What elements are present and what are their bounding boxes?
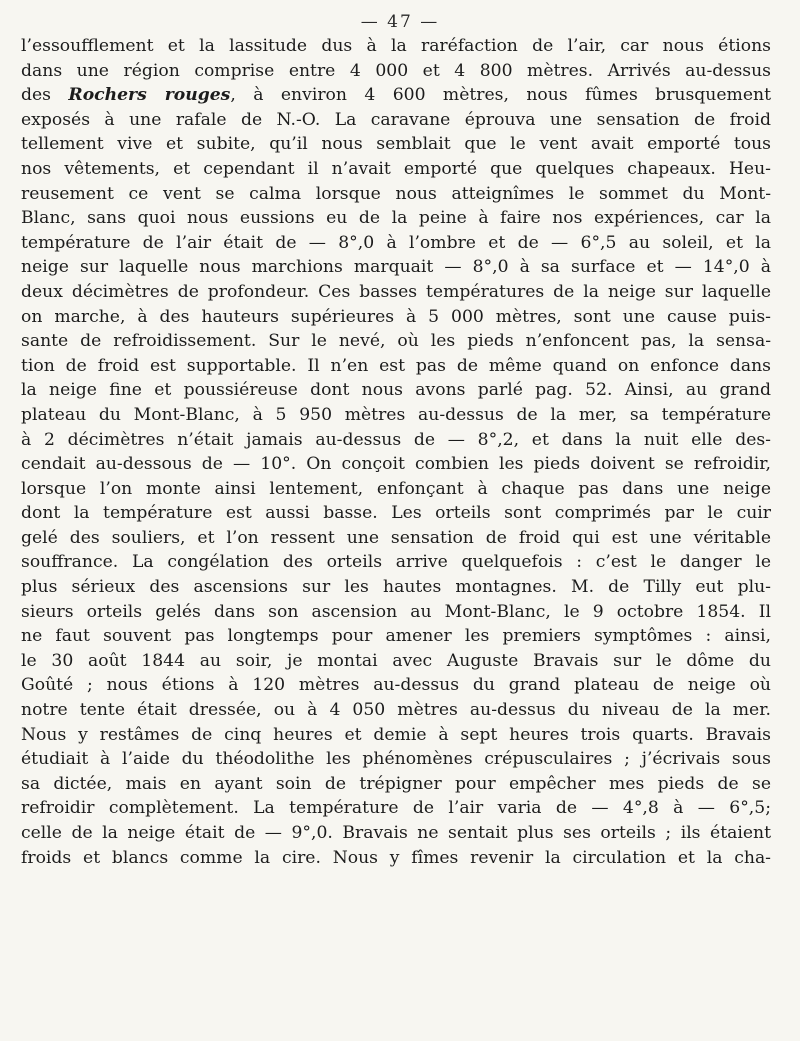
text-line: on marche, à des hauteurs supérieures à 5 000 mètres, sont une cause puis- bbox=[21, 306, 771, 327]
text-line: exposés à une rafale de N.-O. La caravane éprouva une sensation de froid bbox=[21, 109, 771, 130]
text-line: plus sérieux des ascensions sur les hautes montagnes. M. de Tilly eut plu- bbox=[21, 577, 771, 598]
emphasized-term: Rochers rouges bbox=[68, 85, 231, 106]
text-line: souffrance. La congélation des orteils arrive quelquefois : c’est le danger le bbox=[21, 552, 771, 573]
text-line: plateau du Mont-Blanc, à 5 950 mètres au-dessus de la mer, sa température bbox=[21, 404, 771, 425]
text-line: lorsque l’on monte ainsi lentement, enfonçant à chaque pas dans une neige bbox=[21, 478, 771, 499]
text-line: ne faut souvent pas longtemps pour amener les premiers symptômes : ainsi, bbox=[21, 626, 771, 647]
text-line: sa dictée, mais en ayant soin de trépigner pour empêcher mes pieds de se bbox=[21, 773, 771, 794]
text-line: neige sur laquelle nous marchions marquait — 8°,0 à sa surface et — 14°,0 à bbox=[21, 257, 771, 278]
text-line: celle de la neige était de — 9°,0. Bravais ne sentait plus ses orteils ; ils étaient bbox=[21, 823, 771, 843]
text-line: nos vêtements, et cependant il n’avait emporté que quelques chapeaux. Heu- bbox=[21, 158, 771, 179]
page-number: — 47 — bbox=[360, 12, 440, 32]
text-line: cendait au-dessous de — 10°. On conçoit combien les pieds doivent se refroidir, bbox=[21, 454, 771, 475]
text-line: à 2 décimètres n’était jamais au-dessus de — 8°,2, et dans la nuit elle des- bbox=[21, 429, 771, 450]
text-line: dont la température est aussi basse. Les orteils sont comprimés par le cuir bbox=[21, 503, 771, 524]
text-line: refroidir complètement. La température de l’air varia de — 4°,8 à — 6°,5; bbox=[21, 798, 771, 819]
text-line: gelé des souliers, et l’on ressent une sensation de froid qui est une véritable bbox=[21, 527, 771, 548]
text-line: le 30 août 1844 au soir, je montai avec Auguste Bravais sur le dôme du bbox=[21, 650, 771, 671]
text-line: température de l’air était de — 8°,0 à l’ombre et de — 6°,5 au soleil, et la bbox=[21, 232, 771, 253]
text-line: froids et blancs comme la cire. Nous y fîmes revenir la circulation et la cha- bbox=[21, 847, 771, 868]
text-line: tion de froid est supportable. Il n’en est pas de même quand on enfonce dans bbox=[21, 355, 771, 376]
text-line: Goûté ; nous étions à 120 mètres au-dessus du grand plateau de neige où bbox=[21, 675, 771, 696]
text-line: notre tente était dressée, ou à 4 050 mètres au-dessus du niveau de la mer. bbox=[21, 700, 771, 721]
text-line: dans une région comprise entre 4 000 et 4 800 mètres. Arrivés au-dessus bbox=[21, 60, 771, 81]
text-line: l’essoufflement et la lassitude dus à la raréfaction de l’air, car nous étions bbox=[21, 36, 771, 56]
text-line: deux décimètres de profondeur. Ces basses températures de la neige sur laquelle bbox=[21, 281, 771, 302]
text-line: sieurs orteils gelés dans son ascension au Mont-Blanc, le 9 octobre 1854. Il bbox=[21, 601, 771, 622]
body-paragraph bbox=[21, 34, 771, 870]
text-line: Blanc, sans quoi nous eussions eu de la peine à faire nos expériences, car la bbox=[21, 208, 771, 229]
text-line: sante de refroidissement. Sur le nevé, où les pieds n’enfoncent pas, la sensa- bbox=[21, 331, 771, 352]
text-line: tellement vive et subite, qu’il nous semblait que le vent avait emporté tous bbox=[21, 134, 771, 155]
text-line: Nous y restâmes de cinq heures et demie à sept heures trois quarts. Bravais bbox=[21, 724, 771, 745]
text-line: reusement ce vent se calma lorsque nous atteignîmes le sommet du Mont- bbox=[21, 183, 771, 204]
text-line: la neige fine et poussiéreuse dont nous avons parlé pag. 52. Ainsi, au grand bbox=[21, 380, 771, 401]
text-line: étudiait à l’aide du théodolithe les phénomènes crépusculaires ; j’écrivais sous bbox=[21, 749, 771, 770]
text-line: des Rochers rouges, à environ 4 600 mètres, nous fûmes brusquement bbox=[21, 85, 771, 106]
